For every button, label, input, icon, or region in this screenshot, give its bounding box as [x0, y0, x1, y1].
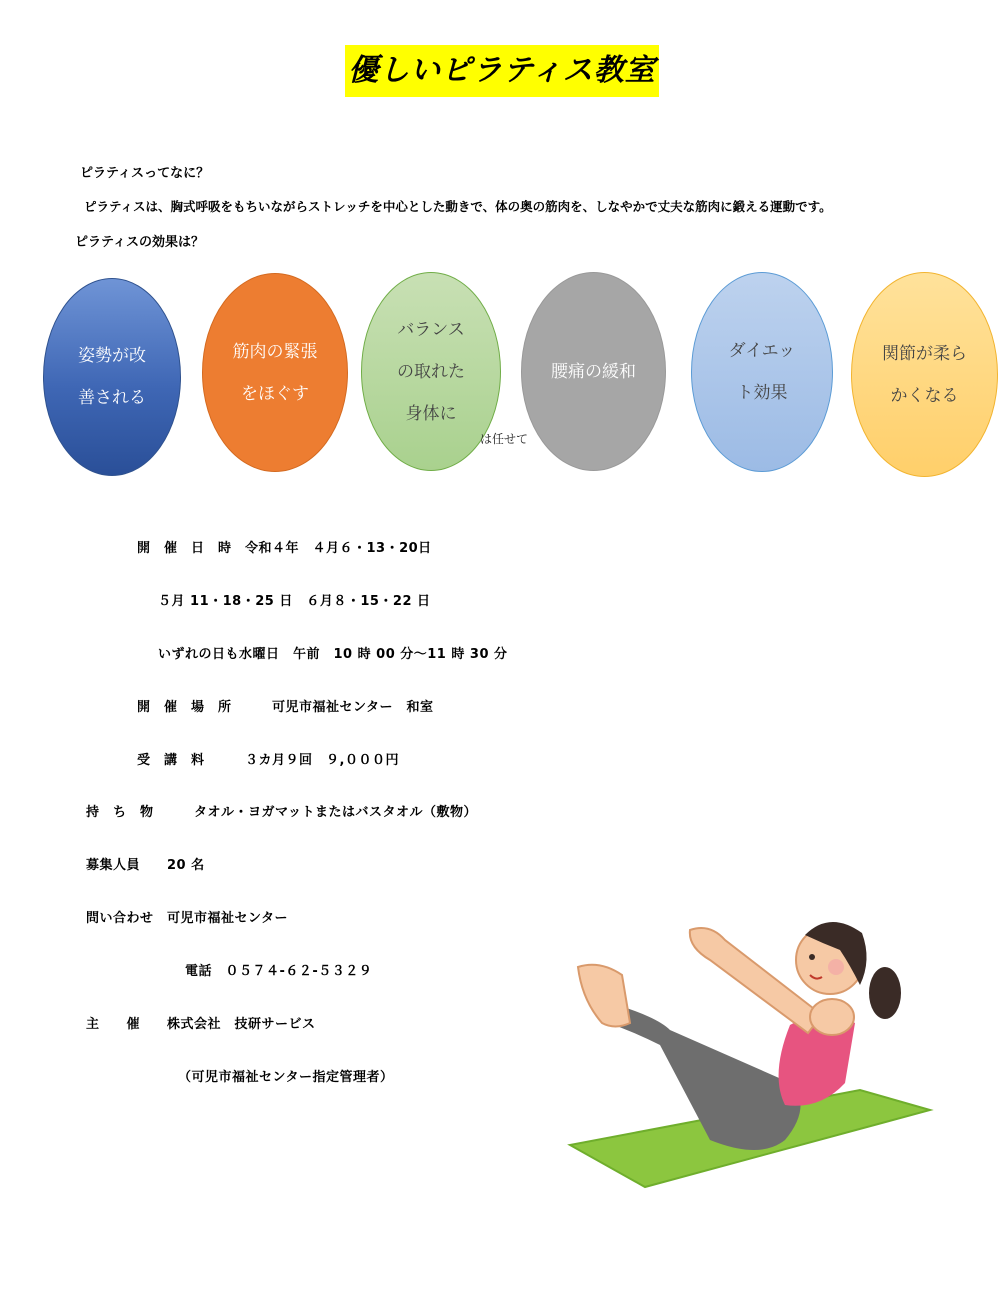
intro-answer: ピラティスは、胸式呼吸をもちいながらストレッチを中心とした動きで、体の奥の筋肉を、しなやかで丈夫な筋肉に鍛える運動です。: [84, 199, 832, 214]
phone-line: 電話 ０５７４-６２-５３２９: [185, 964, 373, 979]
effect-bubble-posture: 姿勢が改 善される: [43, 278, 181, 476]
ponytail: [869, 967, 901, 1019]
feet: [578, 965, 630, 1027]
capacity-line: 募集人員 20 名: [86, 858, 205, 873]
items-line: 持 ち 物 タオル・ヨガマットまたはバスタオル（敷物）: [86, 805, 477, 820]
stray-text: は任せて: [480, 432, 529, 446]
venue-line: 開 催 場 所 可児市福祉センター 和室: [137, 700, 434, 715]
organizer-line: 主 催 株式会社 技研サービス: [86, 1017, 316, 1032]
effect-bubble-balance: バランス の取れた 身体に: [361, 272, 501, 471]
contact-line: 問い合わせ 可児市福祉センター: [86, 911, 288, 926]
schedule-line-2: ５月 11・18・25 日 ６月８・15・22 日: [158, 594, 431, 609]
schedule-line-3: いずれの日も水曜日 午前 10 時 00 分～11 時 30 分: [158, 647, 508, 662]
intro-question: ピラティスってなに？: [80, 166, 210, 181]
effect-bubble-muscle-tension: 筋肉の緊張 をほぐす: [202, 273, 348, 472]
schedule-line-1: 開 催 日 時 令和４年 ４月６・13・20日: [137, 541, 432, 556]
pilates-illustration: [560, 905, 940, 1195]
effect-bubble-back-pain: 腰痛の緩和: [521, 272, 666, 471]
organizer-note: （可児市福祉センター指定管理者）: [178, 1070, 394, 1085]
effect-bubble-joints: 関節が柔ら かくなる: [851, 272, 998, 477]
effects-heading: ピラティスの効果は？: [75, 235, 204, 250]
fee-line: 受 講 料 ３カ月９回 ９,０００円: [137, 753, 399, 768]
page-title: 優しいピラティス教室: [345, 45, 659, 97]
effect-bubble-diet: ダイエッ ト効果: [691, 272, 833, 472]
